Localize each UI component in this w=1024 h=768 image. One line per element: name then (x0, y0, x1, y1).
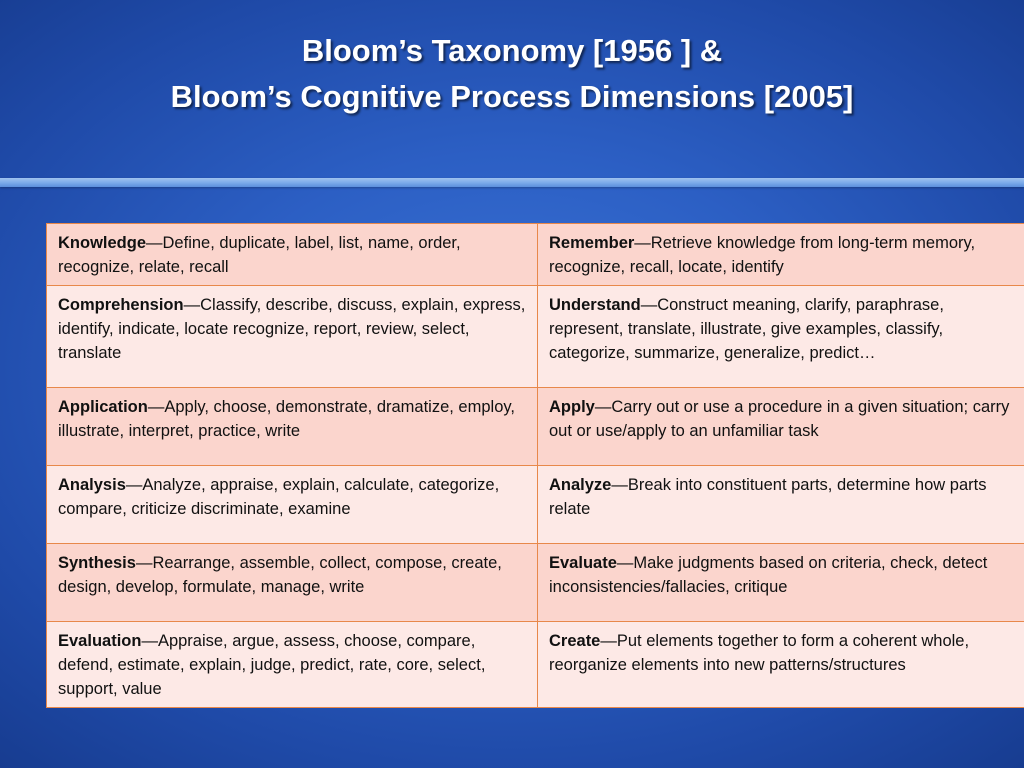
cell-term: Analysis (58, 476, 126, 494)
taxonomy-1956-cell (47, 388, 538, 466)
cognitive-process-2005-cell (538, 388, 1024, 466)
cell-term: Understand (549, 296, 641, 314)
cell-description: —Rearrange, assemble, collect, compose, create, design, develop, formulate, manage, write (58, 554, 502, 596)
table-row (47, 622, 1024, 708)
cell-term: Evaluation (58, 632, 142, 650)
cell-description: —Appraise, argue, assess, choose, compare, defend, estimate, explain, judge, predict, rate, core, select, support, value (58, 632, 486, 698)
cell-term: Remember (549, 234, 635, 252)
cell-description: —Retrieve knowledge from long-term memory, recognize, recall, locate, identify (549, 234, 976, 276)
table-row (47, 544, 1024, 622)
taxonomy-1956-cell (47, 224, 538, 286)
cell-description: —Apply, choose, demonstrate, dramatize, employ, illustrate, interpret, practice, write (58, 398, 515, 440)
cell-description: —Put elements together to form a coherent whole, reorganize elements into new patterns/structures (549, 632, 970, 674)
cell-term: Comprehension (58, 296, 184, 314)
cell-term: Application (58, 398, 148, 416)
table-row (47, 224, 1024, 286)
taxonomy-1956-cell (47, 466, 538, 544)
cognitive-process-2005-cell (538, 466, 1024, 544)
slide-title-line-1: Bloom’s Taxonomy [1956 ] & (301, 33, 723, 68)
cell-description: —Classify, describe, discuss, explain, express, identify, indicate, locate recognize, report, review, select, translate (58, 296, 526, 362)
cognitive-process-2005-cell (538, 622, 1024, 708)
cognitive-process-2005-cell (538, 286, 1024, 388)
taxonomy-1956-cell (47, 544, 538, 622)
cell-description: —Make judgments based on criteria, check, detect inconsistencies/fallacies, critique (549, 554, 988, 596)
cell-description: —Analyze, appraise, explain, calculate, categorize, compare, criticize discriminate, examine (58, 476, 500, 518)
taxonomy-1956-cell (47, 286, 538, 388)
title-divider-band (0, 178, 1024, 187)
cell-description: —Carry out or use a procedure in a given situation; carry out or use/apply to an unfamiliar task (549, 398, 1010, 440)
table-row (47, 466, 1024, 544)
cell-term: Evaluate (549, 554, 617, 572)
cell-term: Synthesis (58, 554, 136, 572)
table-row (47, 286, 1024, 388)
cell-term: Analyze (549, 476, 612, 494)
cell-description: —Construct meaning, clarify, paraphrase, represent, translate, illustrate, give examples, classify, categorize, summarize, generalize, predict… (549, 296, 944, 362)
cell-description: —Define, duplicate, label, list, name, order, recognize, relate, recall (58, 234, 461, 276)
taxonomy-comparison-table (46, 223, 1024, 708)
cognitive-process-2005-cell (538, 224, 1024, 286)
cell-term: Knowledge (58, 234, 147, 252)
slide-title (0, 28, 1024, 120)
slide-title-line-2: Bloom’s Cognitive Process Dimensions [2005] (170, 79, 854, 114)
cell-description: —Break into constituent parts, determine how parts relate (549, 476, 987, 518)
cognitive-process-2005-cell (538, 544, 1024, 622)
cell-term: Create (549, 632, 601, 650)
taxonomy-1956-cell (47, 622, 538, 708)
taxonomy-table-container (46, 223, 1010, 705)
table-row (47, 388, 1024, 466)
cell-term: Apply (549, 398, 595, 416)
